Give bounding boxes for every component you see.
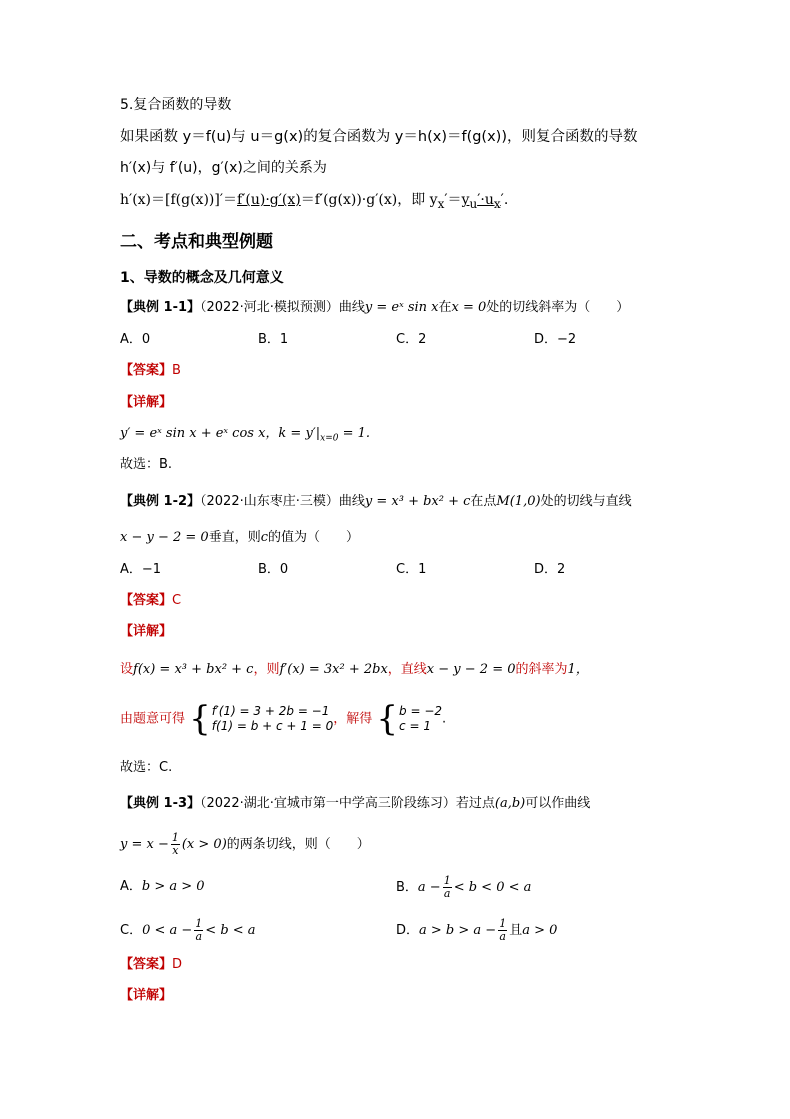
topic-1-heading: 1、导数的概念及几何意义: [120, 270, 284, 286]
formula: x − y − 2 = 0: [426, 662, 516, 677]
example-source: （2022·山东枣庄·三模）: [200, 494, 339, 509]
fraction: [498, 918, 507, 943]
example-1-1-choose: 故选：B.: [120, 457, 173, 472]
subscript: x: [437, 196, 445, 211]
section-5-line-3: [120, 190, 508, 214]
text: 由题意可得: [120, 711, 186, 727]
example-1-3-option-b: [396, 875, 531, 900]
equation: c = 1: [399, 719, 431, 733]
answer-tag: 【答案】: [120, 957, 173, 972]
equation-system-1: [189, 699, 334, 739]
formula: c: [260, 530, 268, 545]
example-1-2-option-b: B．0: [258, 562, 289, 577]
equation: f(1) = b + c + 1 = 0: [211, 719, 334, 733]
part-2-heading: 二、考点和典型例题: [120, 232, 273, 252]
example-1-1-detail-tag: 【详解】: [120, 395, 173, 410]
example-1-2-detail-tag: 【详解】: [120, 624, 173, 639]
formula: a > 0: [522, 923, 558, 938]
example-tag: 【典例 1-1】: [120, 300, 201, 315]
numerator: 1: [443, 874, 451, 887]
text: 垂直，则: [208, 530, 261, 545]
text: 且: [509, 923, 523, 938]
formula-part: ＝f′(g(x))·g′(x)，即 y: [300, 192, 438, 208]
answer-value: D: [172, 957, 183, 972]
example-1-3-option-d: [396, 918, 557, 943]
text: h′(x)与 f′(u)，g′(x)之间的关系为: [120, 160, 327, 176]
numerator: 1: [195, 917, 203, 930]
text: 在: [438, 300, 452, 315]
formula: < b < 0 < a: [453, 880, 532, 895]
example-1-2-option-a: A．−1: [120, 562, 162, 577]
formula: k = y′|: [278, 426, 321, 441]
text: 如果函数 y＝f(u)与 u＝g(x)的复合函数为 y＝h(x)＝f(g(x))，则复合函数的导数: [120, 129, 638, 145]
formula: b > a > 0: [141, 879, 205, 894]
text: ，则: [253, 662, 280, 677]
example-1-3-detail-tag: 【详解】: [120, 988, 173, 1003]
example-1-3-question-line-1: [120, 794, 590, 814]
brace-icon: {: [189, 699, 211, 739]
formula: f(x) = x³ + bx² + c: [133, 662, 254, 677]
text: ，直线: [387, 662, 427, 677]
example-tag: 【典例 1-2】: [120, 494, 201, 509]
formula: y = eˣ sin x: [364, 300, 439, 315]
text: .: [442, 711, 447, 727]
formula: f′(x) = 3x² + 2bx: [279, 662, 388, 677]
option-label: D．: [396, 923, 420, 938]
option-label: B．: [396, 880, 418, 895]
formula: y = x −: [120, 837, 169, 852]
formula-part: y: [461, 192, 470, 208]
formula: < b < a: [205, 923, 256, 938]
section-5-line-1: [120, 127, 638, 147]
denominator: x: [172, 844, 179, 857]
equation-system-2: [376, 699, 443, 739]
example-1-3-question-line-2: [120, 830, 370, 860]
answer-value: B: [172, 363, 181, 378]
formula-part: ′.: [500, 192, 509, 208]
example-1-1-option-c: C．2: [396, 332, 427, 347]
text: 处的切线斜率为（ ）: [486, 300, 630, 315]
subscript: x: [493, 196, 501, 211]
formula: y = x³ + bx² + c: [364, 494, 471, 509]
denominator: a: [443, 887, 451, 900]
answer-tag: 【答案】: [120, 363, 173, 378]
fraction: [194, 918, 203, 943]
text: 若过点: [455, 796, 495, 811]
equation: f′(1) = 3 + 2b = −1: [211, 704, 330, 718]
section-5-title: 5.复合函数的导数: [120, 97, 232, 113]
formula: 0 < a −: [142, 923, 193, 938]
text: 曲线: [338, 300, 365, 315]
example-1-2-option-c: C．1: [396, 562, 427, 577]
brace-icon: {: [376, 699, 399, 739]
numerator: 1: [499, 917, 507, 930]
answer-value: C: [172, 593, 182, 608]
example-1-1-option-a: A．0: [120, 332, 151, 347]
subscript: u: [469, 196, 478, 211]
text: ，解得: [333, 711, 373, 727]
subscript: x=0: [320, 433, 339, 444]
fraction: [443, 875, 452, 900]
text: 设: [120, 662, 134, 677]
example-source: （2022·湖北·宜城市第一中学高三阶段练习）: [200, 796, 456, 811]
denominator: a: [195, 930, 203, 943]
example-1-2-detail-line-2: [120, 699, 447, 739]
formula: a > b > a −: [419, 923, 497, 938]
example-1-1-detail: [120, 424, 370, 449]
text: 的两条切线，则（ ）: [226, 837, 370, 852]
fraction: [171, 832, 180, 857]
example-source: （2022·河北·模拟预测）: [200, 300, 339, 315]
denominator: a: [499, 930, 506, 943]
formula: (a,b): [494, 796, 526, 811]
example-1-2-answer: [120, 591, 181, 611]
formula: a −: [417, 880, 441, 895]
formula-part: h′(x)＝[f(g(x))]′＝: [120, 192, 238, 208]
formula: 1，: [567, 662, 589, 677]
text: 在点: [470, 494, 497, 509]
answer-tag: 【答案】: [120, 593, 173, 608]
example-1-1-answer: [120, 361, 181, 381]
option-label: C．: [120, 923, 143, 938]
numerator: 1: [171, 831, 179, 844]
example-1-1-option-d: D．−2: [534, 332, 577, 347]
example-1-2-question-line-1: [120, 492, 632, 512]
text: 的值为（ ）: [268, 530, 360, 545]
formula: x = 0: [451, 300, 487, 315]
equation: b = −2: [399, 704, 443, 718]
example-tag: 【典例 1-3】: [120, 796, 201, 811]
example-1-2-choose: 故选：C.: [120, 760, 173, 775]
example-1-3-answer: [120, 955, 182, 975]
example-1-2-option-d: D．2: [534, 562, 566, 577]
formula-part: ′·u: [477, 192, 494, 208]
formula-part: ′＝: [444, 192, 462, 208]
formula-underlined: f′(u)·g′(x): [237, 192, 301, 208]
formula: (x > 0): [181, 837, 227, 852]
formula: = 1.: [338, 426, 371, 441]
example-1-2-question-line-2: [120, 528, 359, 548]
formula: y′ = eˣ sin x + eˣ cos x，: [120, 426, 279, 441]
example-1-1-option-b: B．1: [258, 332, 289, 347]
section-5-line-2: [120, 158, 327, 178]
option-label: A．: [120, 879, 142, 894]
example-1-3-option-c: [120, 918, 256, 943]
text: 可以作曲线: [525, 796, 591, 811]
text: 处的切线与直线: [540, 494, 632, 509]
formula: M(1,0): [496, 494, 541, 509]
text: 曲线: [338, 494, 365, 509]
example-1-1-question: [120, 298, 629, 318]
text: 的斜率为: [515, 662, 568, 677]
example-1-2-detail-line-1: [120, 660, 589, 680]
example-1-3-option-a: [120, 875, 205, 899]
formula: x − y − 2 = 0: [120, 530, 209, 545]
